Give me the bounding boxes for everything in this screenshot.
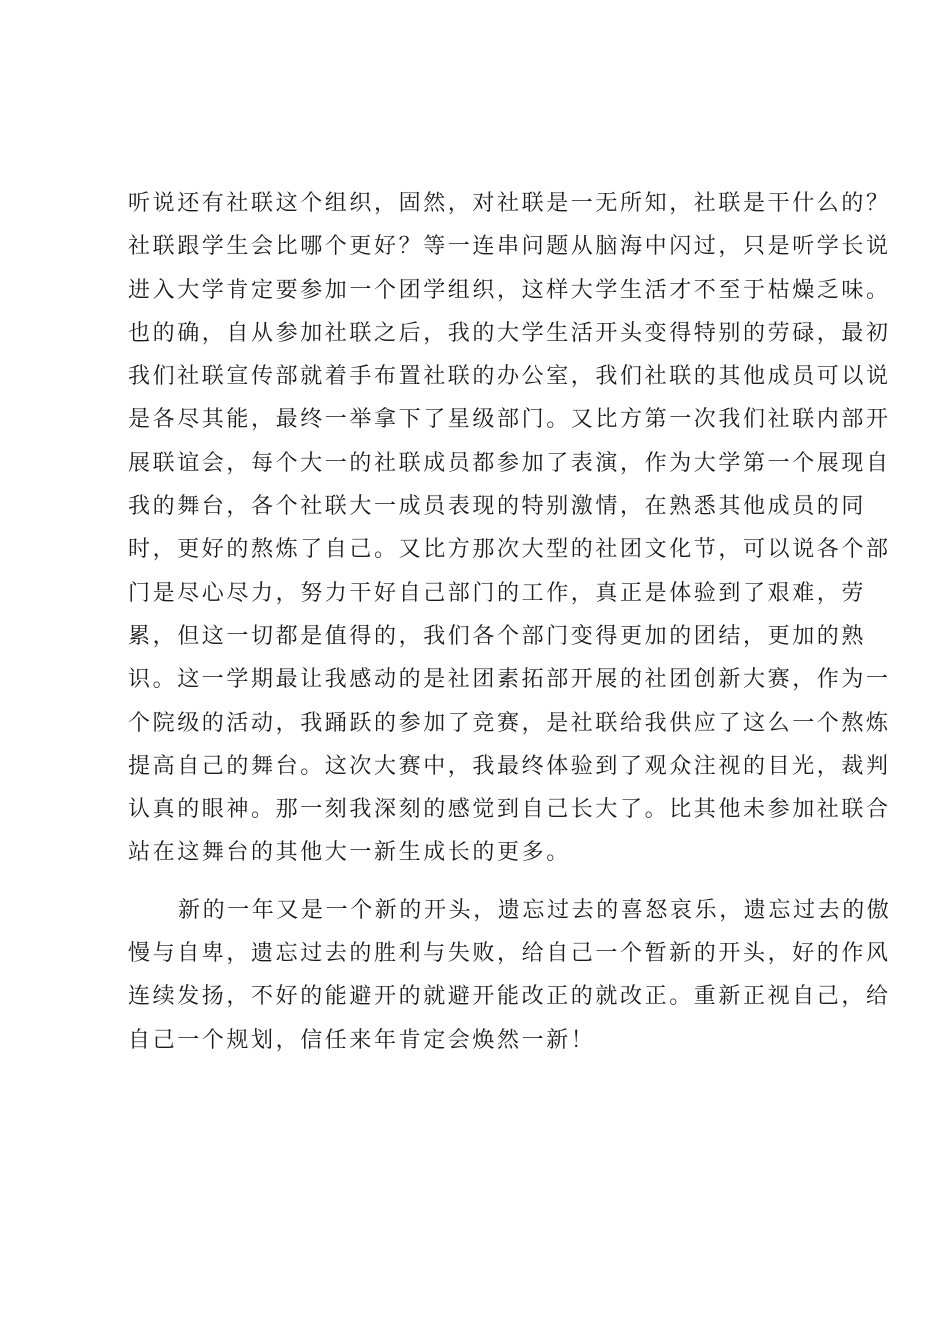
text-line: 自己一个规划，信任来年肯定会焕然一新！ (128, 1027, 596, 1053)
text-line: 慢与自卑，遗忘过去的胜利与失败，给自己一个暂新的开头，好的作风 (128, 941, 891, 967)
text-line: 我的舞台，各个社联大一成员表现的特别激情，在熟悉其他成员的同 (128, 494, 867, 520)
text-line: 新的一年又是一个新的开头，遗忘过去的喜怒哀乐，遗忘过去的傲 (178, 897, 892, 923)
text-line: 个院级的活动，我踊跃的参加了竞赛，是社联给我供应了这么一个熬炼 (128, 710, 891, 736)
text-line: 是各尽其能，最终一举拿下了星级部门。又比方第一次我们社联内部开 (128, 407, 891, 433)
text-line: 门是尽心尽力，努力干好自己部门的工作，真正是体验到了艰难，劳 (128, 580, 867, 606)
text-line: 识。这一学期最让我感动的是社团素拓部开展的社团创新大赛，作为一 (128, 667, 891, 693)
paragraph-1 (128, 186, 891, 871)
text-line: 提高自己的舞台。这次大赛中，我最终体验到了观众注视的目光，裁判 (128, 753, 891, 779)
text-line: 认真的眼神。那一刻我深刻的感觉到自己长大了。比其他未参加社联合 (128, 797, 891, 823)
document-body (128, 186, 892, 1066)
text-line: 进入大学肯定要参加一个团学组织，这样大学生活才不至于枯燥乏味。 (128, 277, 891, 303)
paragraph-spacer (128, 879, 838, 893)
text-line: 也的确，自从参加社联之后，我的大学生活开头变得特别的劳碌，最初 (128, 320, 891, 346)
text-line: 我们社联宣传部就着手布置社联的办公室，我们社联的其他成员可以说 (128, 364, 891, 390)
text-line: 累，但这一切都是值得的，我们各个部门变得更加的团结，更加的熟 (128, 623, 867, 649)
text-line: 听说还有社联这个组织，固然，对社联是一无所知，社联是干什么的？ (128, 191, 891, 216)
paragraph-2 (128, 893, 892, 1059)
text-line: 连续发扬，不好的能避开的就避开能改正的就改正。重新正视自己，给 (128, 984, 891, 1010)
text-line: 社联跟学生会比哪个更好？等一连串问题从脑海中闪过，只是听学长说 (128, 234, 891, 260)
text-line: 时，更好的熬炼了自己。又比方那次大型的社团文化节，可以说各个部 (128, 537, 891, 563)
text-line: 展联谊会，每个大一的社联成员都参加了表演，作为大学第一个展现自 (128, 450, 891, 476)
text-line: 站在这舞台的其他大一新生成长的更多。 (128, 840, 571, 866)
